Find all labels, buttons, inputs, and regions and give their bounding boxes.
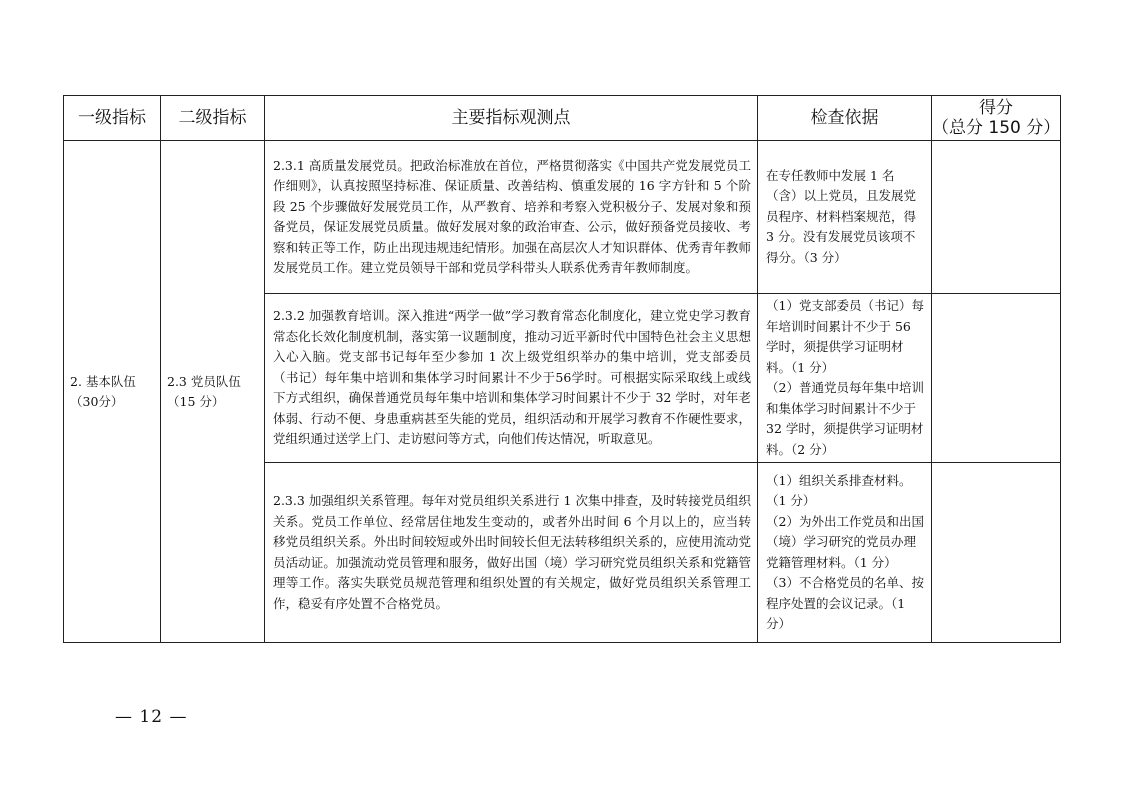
check-basis-item: （2）普通党员每年集中培训和集体学习时间累计不少于 32 学时，须提供学习证明材料。（2 分） <box>766 380 924 457</box>
header-observation-points: 主要指标观测点 <box>265 96 758 141</box>
check-basis-item: （3）不合格党员的名单、按程序处置的会议记录。（1 分） <box>766 575 924 631</box>
header-level1-indicator: 一级指标 <box>64 96 161 141</box>
level2-indicator-name: 2.3 党员队伍 <box>167 373 241 389</box>
table-row <box>64 141 1061 294</box>
page-number: — 12 — <box>115 707 188 727</box>
assessment-table <box>63 95 1061 643</box>
observation-point-2-3-3: 2.3.3 加强组织关系管理。每年对党员组织关系进行 1 次集中排查，及时转接党员组织关系。党员工作单位、经常居住地发生变动的，或者外出时间 6 个月以上的，应当转移党员组织关系。外出时间较短或外出时间较长但无法转移组织关系的，应使用流动党员活动证。加强流动党员管理和服务，做好出国（境）学习研究党员组织关系和党籍管理等工作。落实失联党员规范管理和组织处置的有关规定，做好党员组织关系管理工作，稳妥有序处置不合格党员。 <box>265 463 758 643</box>
header-score-label: 得分 <box>979 98 1013 118</box>
check-basis-item: （1）组织关系排查材料。（1 分） <box>766 472 912 508</box>
check-basis-item: （1）党支部委员（书记）每年培训时间累计不少于 56 学时，须提供学习证明材料。（1 分） <box>766 298 924 375</box>
level1-indicator-cell <box>64 141 161 643</box>
observation-point-2-3-2: 2.3.2 加强教育培训。深入推进“两学一做”学习教育常态化制度化，建立党史学习教育常态化长效化制度机制，落实第一议题制度，推动习近平新时代中国特色社会主义思想入心入脑。党支部书记每年至少参加 1 次上级党组织举办的集中培训，党支部委员（书记）每年集中培训和集体学习时间累计不少于56学时。可根据实际采取线上或线下方式组织，确保普通党员每年集中培训和集体学习时间累计不少于 32 学时，对年老体弱、行动不便、身患重病甚至失能的党员，组织活动和开展学习教育不作硬性要求，党组织通过送学上门、走访慰问等方式，向他们传达情况，听取意见。 <box>265 294 758 463</box>
score-cell-2-3-1[interactable] <box>932 141 1061 294</box>
check-basis-2-3-3 <box>758 463 932 643</box>
header-score-total: （总分 150 分） <box>932 118 1061 138</box>
level1-indicator-name: 2. 基本队伍 <box>70 373 136 389</box>
check-basis-2-3-2 <box>758 294 932 463</box>
check-basis-item: （2）为外出工作党员和出国（境）学习研究的党员办理党籍管理材料。（1 分） <box>766 513 924 570</box>
level2-indicator-cell <box>161 141 265 643</box>
header-level2-indicator: 二级指标 <box>161 96 265 141</box>
check-basis-2-3-1 <box>758 141 932 294</box>
score-cell-2-3-2[interactable] <box>932 294 1061 463</box>
check-basis-item: 在专任教师中发展 1 名（含）以上党员，且发展党员程序、材料档案规范，得 3 分。没有发展党员该项不得分。（3 分） <box>766 167 917 265</box>
level1-indicator-points: （30分） <box>70 393 124 409</box>
header-row <box>64 96 1061 141</box>
score-cell-2-3-3[interactable] <box>932 463 1061 643</box>
level2-indicator-points: （15 分） <box>167 393 225 409</box>
observation-point-2-3-1: 2.3.1 高质量发展党员。把政治标准放在首位，严格贯彻落实《中国共产党发展党员工作细则》，认真按照坚持标准、保证质量、改善结构、慎重发展的 16 字方针和 5 个阶段 25 个步骤做好发展党员工作，从严教育、培养和考察入党积极分子、发展对象和预备党员，保证发展党员质量。做好发展对象的政治审查、公示，做好预备党员接收、考察和转正等工作，防止出现违规违纪情形。加强在高层次人才知识群体、优秀青年教师发展党员工作。建立党员领导干部和党员学科带头人联系优秀青年教师制度。 <box>265 141 758 294</box>
header-check-basis: 检查依据 <box>758 96 932 141</box>
header-score <box>932 96 1061 141</box>
